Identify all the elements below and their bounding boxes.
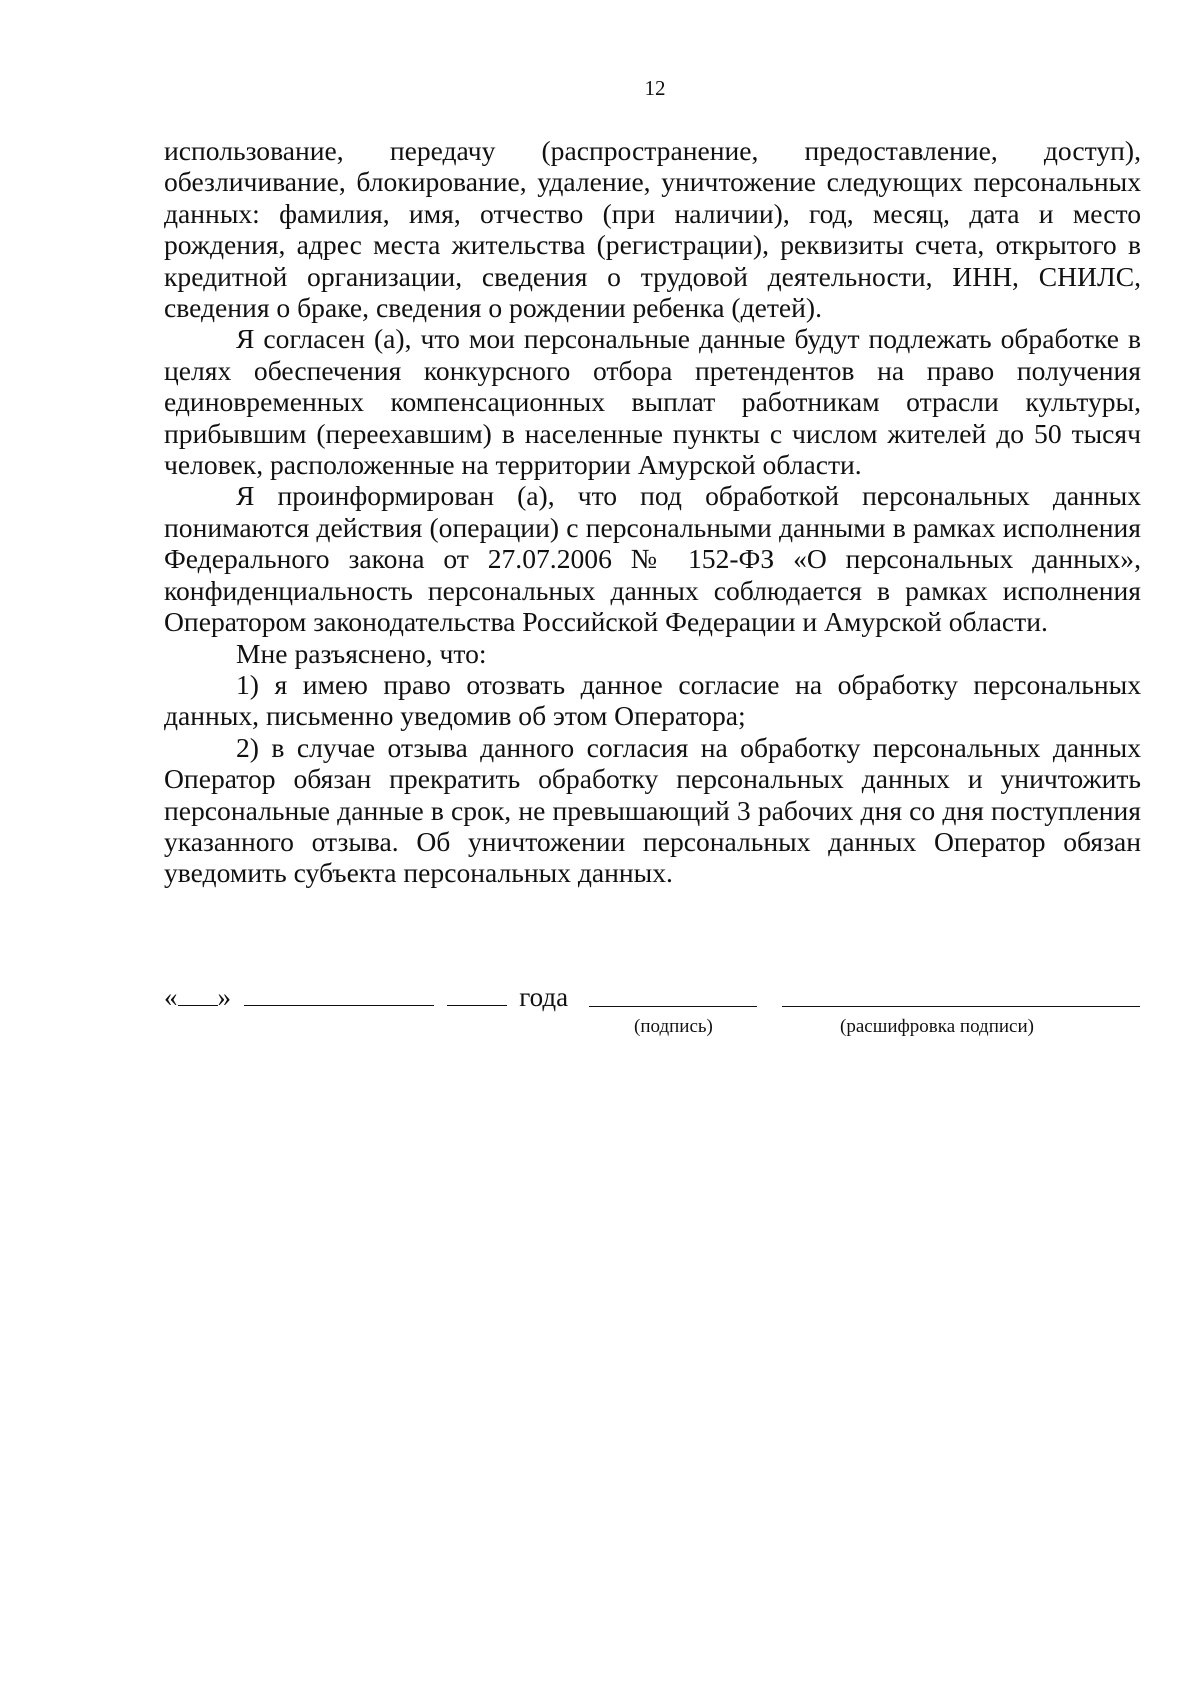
- paragraph-explained: Мне разъяснено, что:: [236, 637, 487, 669]
- paragraph-consent: Я согласен (а), что мои персональные данные будут подлежать обработке в целях обеспечения конкурсного отбора претендентов на право получения единовременных компенсационных выплат работникам отрасли культуры, прибывшим (переехавшим) в населенные пункты с числом жителей до 50 тысяч человек, расположенные на территории Амурской области.: [164, 323, 1141, 481]
- year-word: года: [519, 982, 569, 1012]
- signature-caption: (подпись): [634, 1016, 713, 1037]
- transcript-caption: (расшифровка подписи): [840, 1016, 1034, 1037]
- open-quote: «: [164, 982, 178, 1012]
- close-quote: »: [217, 982, 231, 1012]
- list-item-1: 1) я имею право отозвать данное согласие на обработку персональных данных, письменно уведомив об этом Оператора;: [164, 668, 1141, 732]
- day-blank: [178, 983, 218, 1006]
- year-blank: [447, 983, 507, 1006]
- list-item-2: 2) в случае отзыва данного согласия на обработку персональных данных Оператор обязан прекратить обработку персональных данных и уничтожить персональные данные в срок, не превышающий 3 рабочих дня со дня поступления указанного отзыва. Об уничтожении персональных данных Оператор обязан уведомить субъекта персональных данных.: [164, 731, 1141, 889]
- signature-block: [164, 982, 1154, 1042]
- date-field: [164, 982, 568, 1013]
- signature-line: [589, 1006, 757, 1007]
- month-blank: [244, 983, 434, 1006]
- page-number: 12: [644, 76, 666, 100]
- paragraph-informed: Я проинформирован (а), что под обработкой персональных данных понимаются действия (операции) с персональными данными в рамках исполнения Федерального закона от 27.07.2006 № 152-ФЗ «О персональных данных», конфиденциальность персональных данных соблюдается в рамках исполнения Оператором законодательства Российской Федерации и Амурской области.: [164, 480, 1141, 638]
- transcript-line: [782, 1006, 1140, 1007]
- paragraph-data-list: использование, передачу (распространение, предоставление, доступ), обезличивание, блокирование, удаление, уничтожение следующих персональных данных: фамилия, имя, отчество (при наличии), год, месяц, дата и место рождения, адрес места жительства (регистрации), реквизиты счета, открытого в кредитной организации, сведения о трудовой деятельности, ИНН, СНИЛС, сведения о браке, сведения о рождении ребенка (детей).: [164, 135, 1141, 324]
- document-body: [164, 135, 1141, 889]
